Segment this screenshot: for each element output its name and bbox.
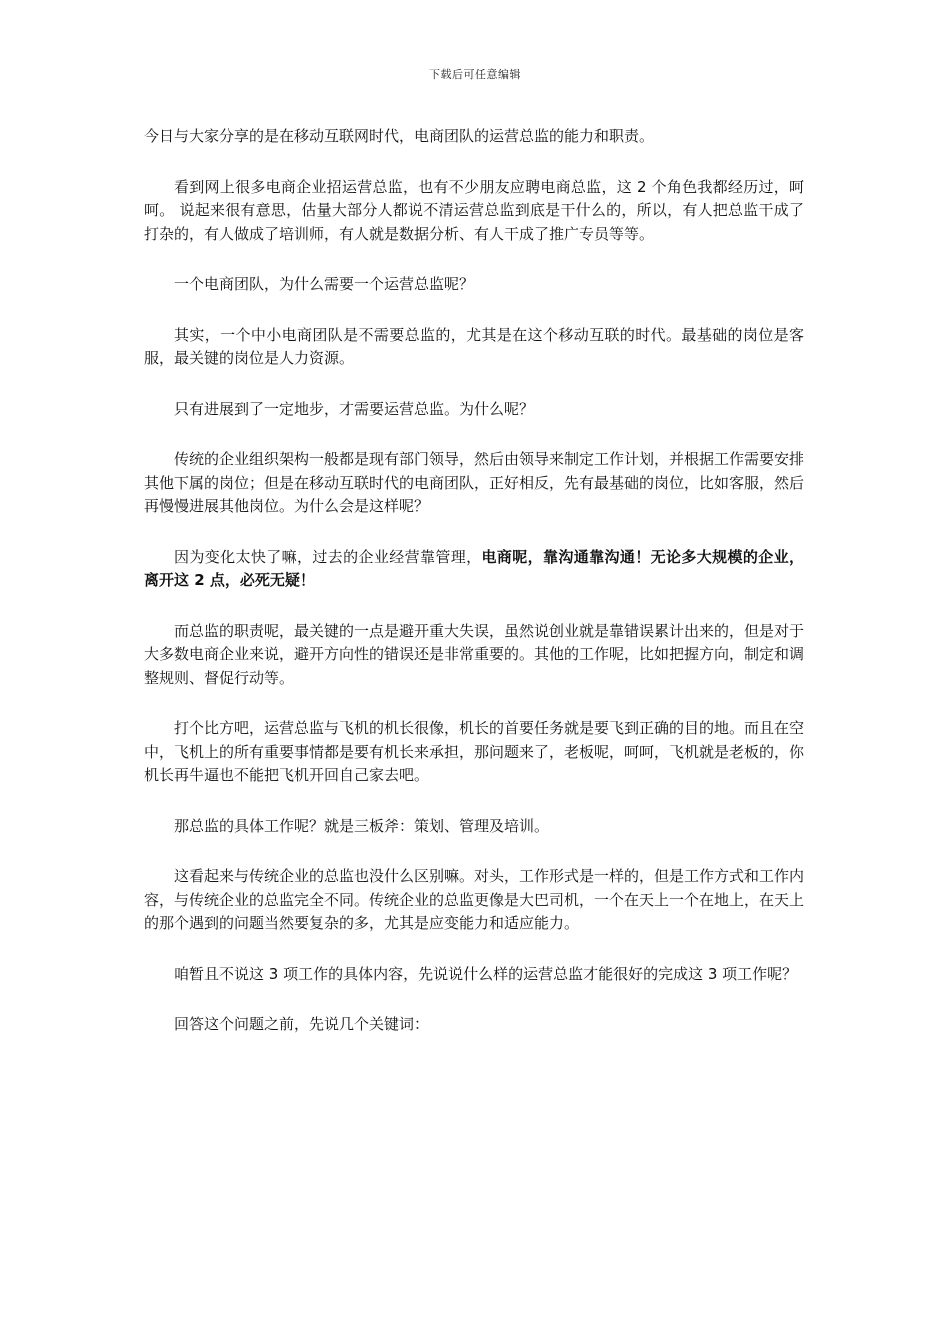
paragraph: 咱暂且不说这 3 项工作的具体内容，先说说什么样的运营总监才能很好的完成这 3 项工作呢？ <box>174 964 798 983</box>
paragraph: 只有进展到了一定地步，才需要运营总监。为什么呢？ <box>174 399 535 418</box>
paragraph: 回答这个问题之前，先说几个关键词： <box>174 1015 430 1033</box>
paragraph: 看到网上很多电商企业招运营总监，也有不少朋友应聘电商总监，这 2 个角色我都经历过，呵呵。 说起来很有意思，估量大部分人都说不清运营总监到底是干什么的，所以，有人把总监干成了打杂的，有人做成了培训师，有人就是数据分析、有人干成了推广专员等等。 <box>144 177 804 243</box>
paragraph: 那总监的具体工作呢？就是三板斧：策划、管理及培训。 <box>174 816 550 835</box>
paragraph: 传统的企业组织架构一般都是现有部门领导，然后由领导来制定工作计划，并根据工作需要安排其他下属的岗位；但是在移动互联时代的电商团队，正好相反，先有最基础的岗位，比如客服，然后再慢慢进展其他岗位。为什么会是这样呢？ <box>144 450 805 515</box>
header-note: 下载后可任意编辑 <box>429 68 521 81</box>
paragraph: 一个电商团队，为什么需要一个运营总监呢？ <box>174 275 475 293</box>
paragraph-intro: 今日与大家分享的是在移动互联网时代，电商团队的运营总监的能力和职责。 <box>144 127 655 145</box>
paragraph: 其实，一个中小电商团队是不需要总监的，尤其是在这个移动互联的时代。最基础的岗位是客服，最关键的岗位是人力资源。 <box>144 325 804 367</box>
document-body <box>144 125 804 1064</box>
paragraph-bold-text: 电商呢，靠沟通靠沟通！无论多大规模的企业，离开这 2 点，必死无疑！ <box>144 547 804 589</box>
paragraph-with-emphasis <box>144 546 804 593</box>
paragraph-normal-text: 因为变化太快了嘛，过去的企业经营靠管理， <box>174 547 482 566</box>
paragraph: 而总监的职责呢，最关键的一点是避开重大失误，虽然说创业就是靠错误累计出来的，但是对于大多数电商企业来说，避开方向性的错误还是非常重要的。其他的工作呢，比如把握方向，制定和调整规则、督促行动等。 <box>144 621 805 687</box>
paragraph: 这看起来与传统企业的总监也没什么区别嘛。对头，工作形式是一样的，但是工作方式和工作内容，与传统企业的总监完全不同。传统企业的总监更像是大巴司机，一个在天上一个在地上，在天上的那个遇到的问题当然要复杂的多，尤其是应变能力和适应能力。 <box>144 867 805 932</box>
paragraph: 打个比方吧，运营总监与飞机的机长很像，机长的首要任务就是要飞到正确的目的地。而且在空中，飞机上的所有重要事情都是要有机长来承担，那问题来了，老板呢，呵呵，飞机就是老板的，你机长再牛逼也不能把飞机开回自己家去吧。 <box>144 719 805 784</box>
